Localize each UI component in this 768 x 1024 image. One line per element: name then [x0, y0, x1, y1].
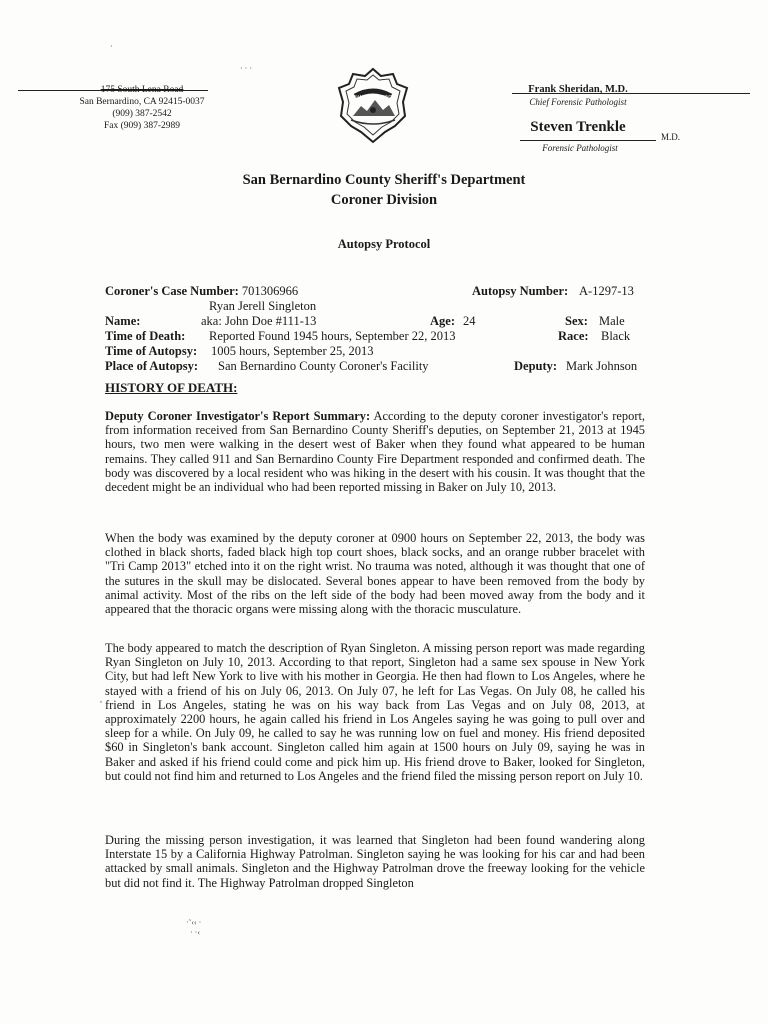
place-of-autopsy-row — [105, 359, 649, 374]
letterhead-address — [62, 84, 222, 132]
scan-artifact: · — [110, 42, 113, 51]
deputy-label: Deputy: — [514, 359, 558, 373]
chief-pathologist-title: Chief Forensic Pathologist — [529, 97, 627, 107]
division-name: Coroner Division — [330, 192, 438, 208]
pathologist-suffix: M.D. — [661, 132, 681, 142]
deputy-value: Mark Johnson — [566, 359, 638, 373]
autopsy-number-value: A-1297-13 — [579, 284, 634, 298]
name-label: Name: — [105, 314, 141, 328]
decedent-name-row — [105, 299, 649, 314]
report-summary-label: Deputy Coroner Investigator's Report Summary: — [105, 409, 371, 423]
svg-text:SAN BERNARDINO: SAN BERNARDINO — [354, 94, 392, 99]
place-of-autopsy-label: Place of Autopsy: — [105, 359, 199, 373]
race-value: Black — [601, 329, 631, 343]
phone-number: (909) 387-2542 — [112, 109, 172, 119]
county-seal-logo — [333, 66, 413, 146]
address-line-1: 175 South Lena Road — [100, 85, 184, 95]
decedent-aka: aka: John Doe #111-13 — [201, 314, 317, 328]
scan-artifact: · · · — [240, 64, 252, 73]
time-of-autopsy-row — [105, 344, 649, 359]
race-label: Race: — [558, 329, 589, 343]
time-of-death-label: Time of Death: — [105, 329, 186, 343]
time-of-death-value: Reported Found 1945 hours, September 22, 2013 — [209, 329, 456, 343]
decedent-name: Ryan Jerell Singleton — [209, 299, 317, 313]
report-summary-paragraph — [105, 409, 645, 494]
chief-pathologist-name: Frank Sheridan, M.D. — [528, 84, 628, 95]
document-title: Autopsy Protocol — [337, 237, 431, 251]
sex-label: Sex: — [565, 314, 588, 328]
letterhead-staff — [518, 84, 638, 136]
case-number-label: Coroner's Case Number: — [105, 284, 239, 298]
history-of-death-heading: HISTORY OF DEATH: — [105, 380, 238, 395]
pathologist-name: Steven Trenkle — [530, 119, 626, 135]
address-line-2: San Bernardino, CA 92415-0037 — [79, 97, 205, 107]
case-number-value: 701306966 — [241, 284, 299, 298]
pathologist-rule — [520, 140, 656, 141]
case-number-row — [105, 284, 649, 299]
age-label: Age: — [430, 314, 455, 328]
pathologist-title: Forensic Pathologist — [542, 143, 618, 153]
place-of-autopsy-value: San Bernardino County Coroner's Facility — [218, 359, 429, 373]
time-of-autopsy-label: Time of Autopsy: — [105, 344, 198, 358]
aka-row — [105, 314, 649, 329]
scan-artifact: ·˜‹‹ · — [186, 918, 202, 927]
department-heading — [0, 170, 768, 210]
time-of-autopsy-value: 1005 hours, September 25, 2013 — [211, 344, 374, 358]
scan-artifact: , — [100, 695, 102, 704]
report-summary-text: According to the deputy coroner investigator's report, from information received from San Bernardino County Sheriff's deputies, on September 21, 2013 at 1945 hours, two men were walking in the desert west of Baker when they found what appeared to be human remains. They called 911 and San Bernardino County Fire Department responded and confirmed death. The body was discovered by a local resident who was hiking in the desert with his cousin. It was thought that the decedent might be an individual who had been reported missing in Baker on July 10, 2013. — [105, 409, 645, 495]
sex-value: Male — [599, 314, 625, 328]
autopsy-number-label: Autopsy Number: — [472, 284, 569, 298]
missing-person-paragraph: The body appeared to match the description of Ryan Singleton. A missing person report was made regarding Ryan Singleton on July 10, 2013. According to that report, Singleton had a same sex spouse in New York City, but had left New York to live with his mother in Georgia. He then had flown to Los Angeles, where he stayed with a friend of his on July 06, 2013. On July 07, he left for Las Vegas. On July 08, he called his friend in Los Angeles, stating he was on his way back from Las Vegas and on July 08, 2013, at approximately 2200 hours, he again called his friend in Los Angeles saying he was going to pull over and sleep for a while. On July 09, he called to say he was running low on fuel and money. His friend deposited $60 in Singleton's bank account. Singleton called him again at 1500 hours on July 09, saying he was in Baker and asked if his friend could come and pick him up. His friend drove to Baker, looked for Singleton, but could not find him and returned to Los Angeles and the friend filed the missing person report on July 10. — [105, 641, 645, 783]
department-name: San Bernardino County Sheriff's Department — [242, 172, 526, 188]
time-of-death-row — [105, 329, 649, 344]
body-examination-paragraph: When the body was examined by the deputy coroner at 0900 hours on September 22, 2013, the body was clothed in black shorts, faded black high top court shoes, black socks, and an orange rubber bracelet with "Tri Camp 2013" etched into it on the right wrist. No trauma was noted, although it was thought that one of the sutures in the skull may be dislocated. Several bones appear to have been removed from the body by animal activity. Most of the ribs on the left side of the body had been moved away from the body and it appeared that the thoracic organs were missing along with the thoracic musculature. — [105, 531, 645, 617]
fax-number: Fax (909) 387-2989 — [104, 121, 180, 131]
investigation-paragraph: During the missing person investigation, it was learned that Singleton had been found wandering along Interstate 15 by a California Highway Patrolman. Singleton saying he was looking for his car and had been attacked by small animals. Singleton and the Highway Patrolman drove the freeway looking for the vehicle but did not find it. The Highway Patrolman dropped Singleton — [105, 833, 645, 890]
scan-artifact: · ·‹ — [190, 928, 200, 937]
age-value: 24 — [463, 314, 476, 328]
case-info — [105, 284, 649, 374]
